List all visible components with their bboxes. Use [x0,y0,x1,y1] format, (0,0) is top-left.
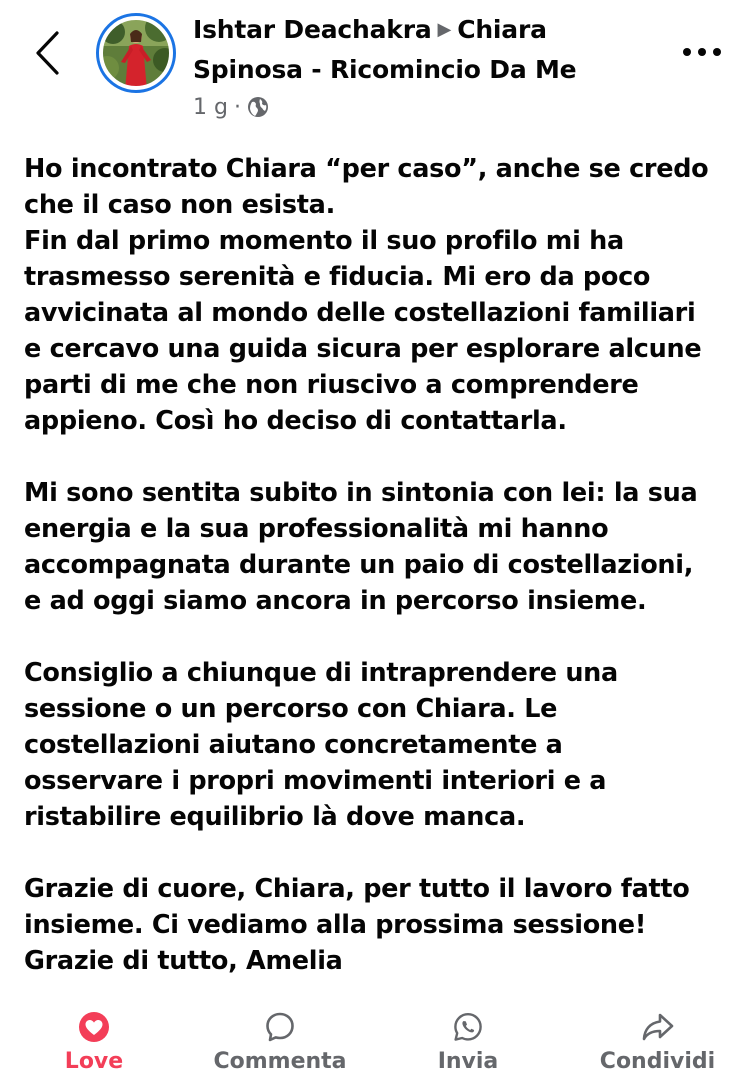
post-line: Ho incontrato Chiara “per caso”, anche se credo [24,154,709,184]
post-meta [193,92,269,122]
post-line: accompagnata durante un paio di costellazioni, [24,550,694,580]
author-name[interactable]: Ishtar Deachakra [193,15,432,44]
page-name[interactable]: Chiara Spinosa - Ricomincio Da Me [193,15,577,84]
more-options-button[interactable] [678,34,726,70]
post-paragraph-4 [24,871,734,979]
share-label: Condividi [599,1049,716,1074]
chevron-left-icon [33,29,63,77]
globe-icon [247,96,269,118]
post-paragraph-1 [24,151,734,439]
share-button[interactable] [585,1005,730,1089]
action-bar [0,1005,750,1089]
post-line: insieme. Ci vediamo alla prossima sessione! [24,910,647,940]
arrow-right-icon: ▶ [437,19,452,40]
meta-separator: · [233,94,241,120]
post-line: energia e la sua professionalità mi hanno [24,514,609,544]
post-body [24,151,734,979]
post-line: appieno. Così ho deciso di contattarla. [24,406,567,436]
post-paragraph-2 [24,475,734,619]
send-label: Invia [437,1049,499,1074]
post-line: avvicinata al mondo delle costellazioni familiari [24,298,696,328]
post-line: trasmesso serenità e fiducia. Mi ero da poco [24,262,651,292]
heart-icon [78,1011,110,1043]
post-line: sessione o un percorso con Chiara. Le [24,694,558,724]
post-line: che il caso non esista. [24,190,335,220]
post-time[interactable]: 1 g [193,94,228,120]
comment-bubble-icon [264,1011,296,1043]
post-line: parti di me che non riuscivo a comprendere [24,370,639,400]
avatar[interactable] [96,13,176,93]
post-line: Grazie di tutto, Amelia [24,946,343,976]
post-line: e cercavo una guida sicura per esplorare alcune [24,334,702,364]
share-arrow-icon [641,1011,675,1043]
send-button[interactable] [428,1005,508,1089]
comment-label: Commenta [213,1049,347,1074]
whatsapp-icon [452,1011,484,1043]
post-header [0,0,750,130]
comment-button[interactable] [200,1005,360,1089]
post-line: Grazie di cuore, Chiara, per tutto il lavoro fatto [24,874,690,904]
post-line: Mi sono sentita subito in sintonia con lei: la sua [24,478,698,508]
more-horizontal-icon [682,47,722,57]
post-line: ristabilire equilibrio là dove manca. [24,802,526,832]
post-line: Fin dal primo momento il suo profilo mi ha [24,226,624,256]
post-paragraph-3 [24,655,734,835]
post-line: osservare i propri movimenti interiori e a [24,766,607,796]
love-label: Love [64,1049,124,1074]
post-line: Consiglio a chiunque di intraprendere una [24,658,618,688]
post-line: costellazioni aiutano concretamente a [24,730,563,760]
love-button[interactable] [58,1005,130,1089]
back-button[interactable] [30,28,66,78]
post-title [193,10,653,90]
post-line: e ad oggi siamo ancora in percorso insieme. [24,586,647,616]
